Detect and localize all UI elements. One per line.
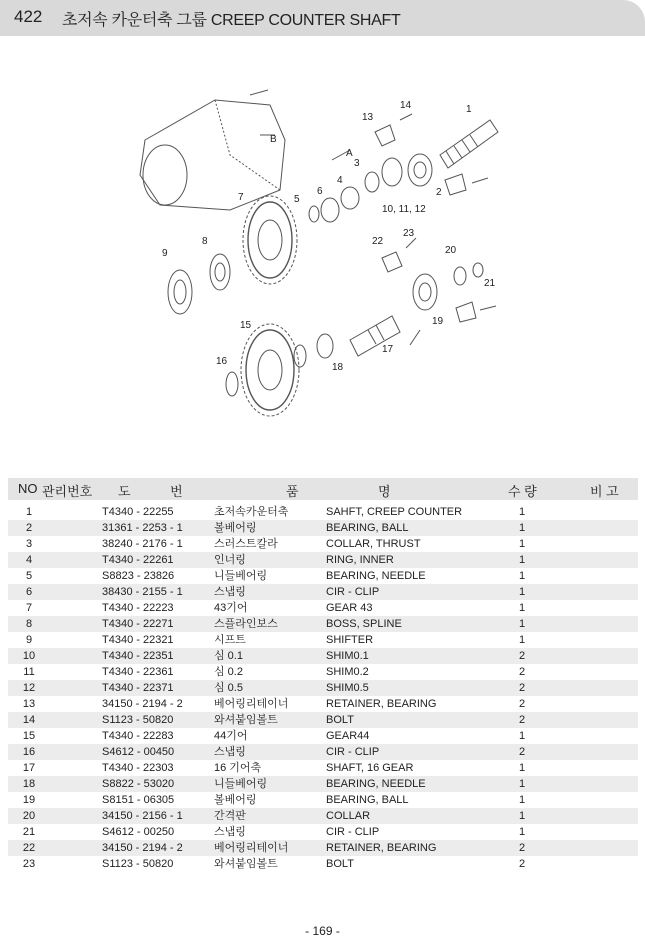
table-row xyxy=(8,536,638,552)
part-name-korean: 베어링리테이너 xyxy=(214,698,289,710)
part-code: T4340 - 22255 xyxy=(102,506,174,518)
header-management-number: 관리번호 xyxy=(42,484,93,499)
part-name-korean: 43기어 xyxy=(214,602,248,614)
part-quantity: 2 xyxy=(518,714,526,726)
part-name-english: BOLT xyxy=(326,858,354,870)
part-code: T4340 - 22271 xyxy=(102,618,174,630)
part-name-korean: 16 기어축 xyxy=(214,762,262,774)
row-number: 9 xyxy=(25,634,33,646)
part-name-korean: 심 0.5 xyxy=(214,682,243,694)
part-name-english: SHIM0.1 xyxy=(326,650,369,662)
part-quantity: 2 xyxy=(518,842,526,854)
callout-15: 15 xyxy=(240,320,252,331)
row-number: 16 xyxy=(22,746,36,758)
row-number: 2 xyxy=(25,522,33,534)
part-name-korean: 심 0.1 xyxy=(214,650,243,662)
section-number: 422 xyxy=(14,7,43,26)
row-number: 15 xyxy=(22,730,36,742)
row-number: 5 xyxy=(25,570,33,582)
part-name-korean: 와셔붙임볼트 xyxy=(214,714,278,726)
part-name-english: SAHFT, CREEP COUNTER xyxy=(326,506,463,518)
part-code: S8823 - 23826 xyxy=(102,570,175,582)
row-number: 13 xyxy=(22,698,36,710)
part-code: S4612 - 00250 xyxy=(102,826,175,838)
header-drawing-number: 도 번 xyxy=(118,484,201,499)
row-number: 14 xyxy=(22,714,36,726)
part-name-korean: 베어링리테이너 xyxy=(214,842,289,854)
row-number: 8 xyxy=(25,618,33,630)
header-no: NO xyxy=(18,481,38,496)
part-quantity: 1 xyxy=(518,778,526,790)
table-row xyxy=(8,632,638,648)
callout-5: 5 xyxy=(294,194,300,205)
callout-3: 3 xyxy=(354,158,360,169)
part-name-english: SHIM0.5 xyxy=(326,682,369,694)
callout-a: A xyxy=(346,148,353,159)
part-code: T4340 - 22351 xyxy=(102,650,174,662)
page-header xyxy=(0,0,645,36)
row-number: 7 xyxy=(25,602,33,614)
part-code: 34150 - 2156 - 1 xyxy=(102,810,183,822)
part-name-english: RING, INNER xyxy=(326,554,394,566)
header-remarks: 비 고 xyxy=(590,484,619,499)
part-name-korean: 간격판 xyxy=(214,810,246,822)
part-name-korean: 심 0.2 xyxy=(214,666,243,678)
part-code: T4340 - 22321 xyxy=(102,634,174,646)
callout-18: 18 xyxy=(332,362,344,373)
part-name-korean: 스냅링 xyxy=(214,746,246,758)
part-quantity: 2 xyxy=(518,666,526,678)
table-row xyxy=(8,808,638,824)
callout-21: 21 xyxy=(484,278,496,289)
part-quantity: 1 xyxy=(518,826,526,838)
callout-6: 6 xyxy=(317,186,323,197)
row-number: 10 xyxy=(22,650,36,662)
part-name-english: RETAINER, BEARING xyxy=(326,698,437,710)
part-quantity: 1 xyxy=(518,810,526,822)
part-name-english: BEARING, BALL xyxy=(326,794,409,806)
row-number: 3 xyxy=(25,538,33,550)
part-name-korean: 스러스트칼라 xyxy=(214,538,278,550)
table-row xyxy=(8,712,638,728)
callout-2: 2 xyxy=(436,187,442,198)
part-name-english: COLLAR xyxy=(326,810,371,822)
part-name-english: GEAR44 xyxy=(326,730,370,742)
part-code: 31361 - 2253 - 1 xyxy=(102,522,183,534)
part-quantity: 2 xyxy=(518,682,526,694)
part-quantity: 2 xyxy=(518,698,526,710)
callout-23: 23 xyxy=(403,228,415,239)
part-quantity: 1 xyxy=(518,762,526,774)
table-row xyxy=(8,840,638,856)
callout-20: 20 xyxy=(445,245,457,256)
callout-10-11-12: 10, 11, 12 xyxy=(382,204,426,215)
part-name-korean: 초저속카운터축 xyxy=(214,506,289,518)
part-name-english: SHAFT, 16 GEAR xyxy=(326,762,414,774)
part-code: 38430 - 2155 - 1 xyxy=(102,586,183,598)
part-name-english: SHIM0.2 xyxy=(326,666,369,678)
part-code: S4612 - 00450 xyxy=(102,746,175,758)
part-quantity: 1 xyxy=(518,634,526,646)
table-row xyxy=(8,776,638,792)
part-code: 34150 - 2194 - 2 xyxy=(102,842,183,854)
part-name-english: CIR - CLIP xyxy=(326,586,380,598)
row-number: 4 xyxy=(25,554,33,566)
part-quantity: 2 xyxy=(518,858,526,870)
part-code: 34150 - 2194 - 2 xyxy=(102,698,183,710)
part-name-korean: 볼베어링 xyxy=(214,794,257,806)
part-code: S1123 - 50820 xyxy=(102,714,174,726)
part-quantity: 2 xyxy=(518,650,526,662)
table-row xyxy=(8,584,638,600)
callout-14: 14 xyxy=(400,100,412,111)
callout-16: 16 xyxy=(216,356,228,367)
part-name-english: BEARING, NEEDLE xyxy=(326,570,426,582)
part-name-english: BEARING, BALL xyxy=(326,522,409,534)
row-number: 12 xyxy=(22,682,36,694)
header-part-name-b: 명 xyxy=(378,484,391,499)
part-quantity: 1 xyxy=(518,794,526,806)
table-row xyxy=(8,760,638,776)
table-row xyxy=(8,520,638,536)
table-row xyxy=(8,792,638,808)
part-code: S8822 - 53020 xyxy=(102,778,175,790)
callout-22: 22 xyxy=(372,236,384,247)
part-quantity: 1 xyxy=(518,538,526,550)
table-row xyxy=(8,504,638,520)
callout-b: B xyxy=(270,134,277,145)
part-code: S8151 - 06305 xyxy=(102,794,175,806)
callout-7: 7 xyxy=(238,192,244,203)
callout-4: 4 xyxy=(337,175,343,186)
row-number: 22 xyxy=(22,842,36,854)
row-number: 17 xyxy=(22,762,36,774)
part-name-english: BOLT xyxy=(326,714,354,726)
parts-illustration xyxy=(120,80,530,440)
table-row xyxy=(8,664,638,680)
part-name-korean: 스냅링 xyxy=(214,826,246,838)
part-name-english: BOSS, SPLINE xyxy=(326,618,402,630)
part-code: T4340 - 22361 xyxy=(102,666,174,678)
header-part-name-a: 품 xyxy=(286,484,299,499)
callout-17: 17 xyxy=(382,344,394,355)
parts-table-header xyxy=(8,478,638,500)
table-row xyxy=(8,616,638,632)
table-row xyxy=(8,568,638,584)
part-name-korean: 니들베어링 xyxy=(214,778,268,790)
part-name-english: GEAR 43 xyxy=(326,602,373,614)
part-name-korean: 볼베어링 xyxy=(214,522,257,534)
row-number: 19 xyxy=(22,794,36,806)
page-title: 초저속 카운터축 그룹 CREEP COUNTER SHAFT xyxy=(62,12,401,29)
table-row xyxy=(8,824,638,840)
part-code: S1123 - 50820 xyxy=(102,858,174,870)
callout-9: 9 xyxy=(162,248,168,259)
part-name-korean: 와셔붙임볼트 xyxy=(214,858,278,870)
part-name-english: BEARING, NEEDLE xyxy=(326,778,426,790)
page-number: - 169 - xyxy=(305,924,340,938)
part-quantity: 1 xyxy=(518,602,526,614)
row-number: 6 xyxy=(25,586,33,598)
part-name-english: RETAINER, BEARING xyxy=(326,842,437,854)
table-row xyxy=(8,728,638,744)
header-quantity: 수 량 xyxy=(508,484,537,499)
parts-table-body xyxy=(8,504,638,872)
table-row xyxy=(8,744,638,760)
part-code: T4340 - 22303 xyxy=(102,762,174,774)
part-name-korean: 44기어 xyxy=(214,730,248,742)
part-quantity: 1 xyxy=(518,618,526,630)
part-quantity: 1 xyxy=(518,554,526,566)
row-number: 18 xyxy=(22,778,36,790)
part-name-english: SHIFTER xyxy=(326,634,374,646)
part-quantity: 2 xyxy=(518,746,526,758)
table-row xyxy=(8,696,638,712)
part-quantity: 1 xyxy=(518,570,526,582)
part-quantity: 1 xyxy=(518,506,526,518)
part-quantity: 1 xyxy=(518,730,526,742)
part-name-korean: 스냅링 xyxy=(214,586,246,598)
part-name-korean: 인너링 xyxy=(214,554,246,566)
row-number: 21 xyxy=(22,826,36,838)
row-number: 23 xyxy=(22,858,36,870)
table-row xyxy=(8,856,638,872)
part-code: 38240 - 2176 - 1 xyxy=(102,538,183,550)
callout-19: 19 xyxy=(432,316,444,327)
table-row xyxy=(8,648,638,664)
row-number: 1 xyxy=(25,506,33,518)
part-quantity: 1 xyxy=(518,522,526,534)
part-name-korean: 니들베어링 xyxy=(214,570,268,582)
part-name-korean: 시프트 xyxy=(214,634,246,646)
part-code: T4340 - 22223 xyxy=(102,602,174,614)
table-row xyxy=(8,680,638,696)
callout-8: 8 xyxy=(202,236,208,247)
part-name-korean: 스플라인보스 xyxy=(214,618,278,630)
row-number: 11 xyxy=(23,666,35,678)
callout-13: 13 xyxy=(362,112,374,123)
part-code: T4340 - 22283 xyxy=(102,730,174,742)
exploded-parts-diagram xyxy=(120,80,530,440)
part-name-english: CIR - CLIP xyxy=(326,746,380,758)
part-code: T4340 - 22261 xyxy=(102,554,174,566)
table-row xyxy=(8,600,638,616)
part-name-english: COLLAR, THRUST xyxy=(326,538,421,550)
callout-1: 1 xyxy=(466,104,472,115)
table-row xyxy=(8,552,638,568)
row-number: 20 xyxy=(22,810,36,822)
part-name-english: CIR - CLIP xyxy=(326,826,380,838)
part-quantity: 1 xyxy=(518,586,526,598)
part-code: T4340 - 22371 xyxy=(102,682,174,694)
